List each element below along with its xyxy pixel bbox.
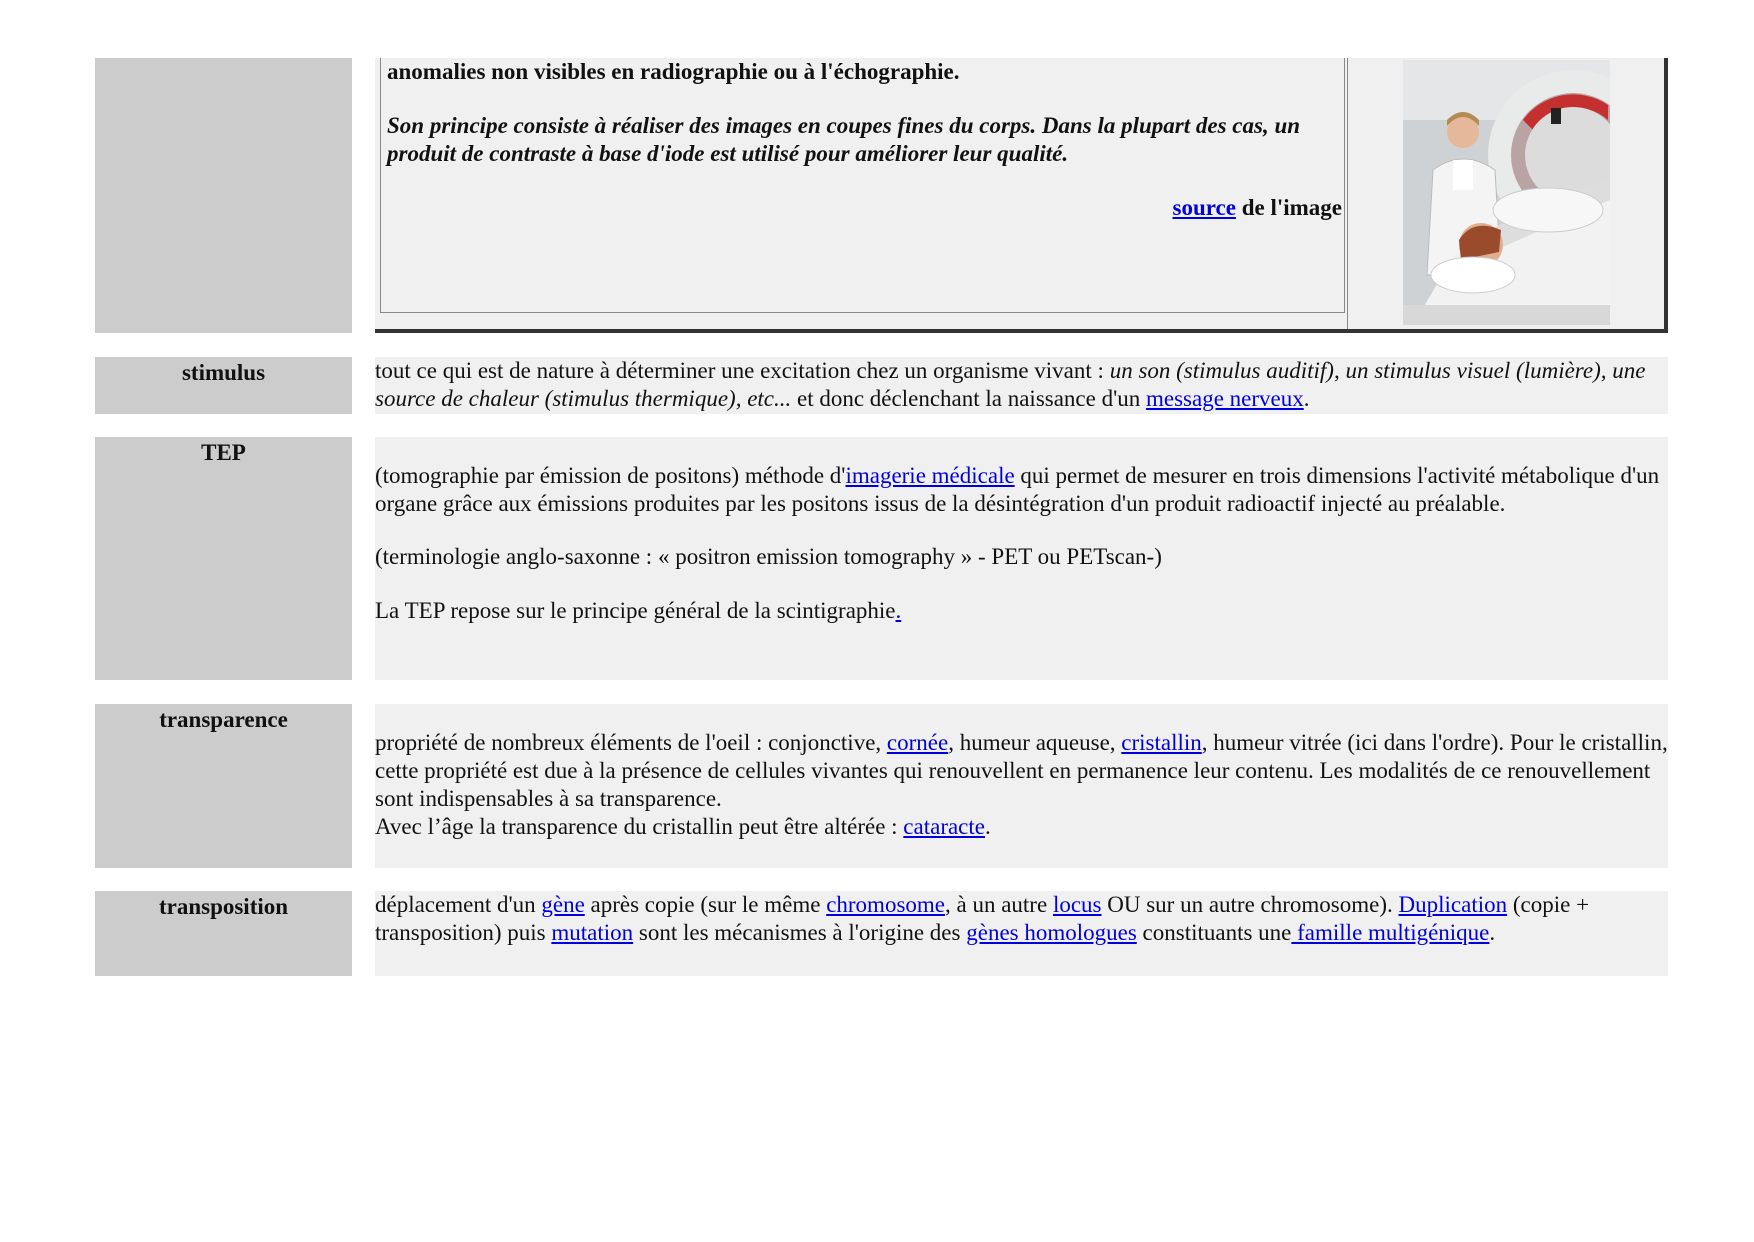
transposition-text-part: constituants une [1136,920,1292,945]
definition-transparence [375,704,1668,868]
scanner-illustration [1403,60,1610,325]
stimulus-text-part: tout ce qui est de nature à déterminer une excitation chez un organisme vivant : [375,358,1110,383]
tep-text-part: qui permet de mesurer en trois dimensions l'activité métabolique d'un organe grâce aux émissions produites par les positons issus de la désintégration d'un produit radioactif injecté au préalable. [375,463,1660,516]
famille-multigenique-link[interactable]: famille multigénique [1291,920,1490,945]
transposition-text-end: . [1489,920,1496,945]
embedded-table [375,58,1668,333]
cornee-link[interactable]: cornée [886,730,949,755]
term-stimulus: stimulus [95,357,352,414]
embedded-text-cell [380,58,1345,313]
term-transparence: transparence [95,704,352,868]
tep-text-part: (tomographie par émission de positons) méthode d' [375,463,846,488]
message-nerveux-link[interactable]: message nerveux [1146,386,1304,411]
transposition-text [375,891,1668,947]
transposition-text-part: après copie (sur le même [584,892,827,917]
gene-link[interactable]: gène [541,892,585,917]
imagerie-medicale-link[interactable]: imagerie médicale [845,463,1015,488]
transparence-paragraph-2 [375,813,1668,841]
definition-stimulus [375,357,1668,414]
stimulus-text-part: et donc déclenchant la naissance d'un [791,386,1146,411]
continued-line: anomalies non visibles en radiographie ou à l'échographie. [387,59,960,84]
tep-paragraph-2: (terminologie anglo-saxonne : « positron emission tomography » - PET ou PETscan-) [375,544,1162,569]
transparence-text-part: propriété de nombreux éléments de l'oeil : conjonctive, [375,730,887,755]
source-link[interactable]: source [1172,195,1236,220]
stimulus-text-end: . [1303,386,1310,411]
transparence-text-part: , humeur aqueuse, [948,730,1122,755]
scanner-photo [1403,60,1610,325]
transposition-text-part: sont les mécanismes à l'origine des [633,920,967,945]
mutation-link[interactable]: mutation [551,920,634,945]
transparence-text-end: . [985,814,991,839]
chromosome-link[interactable]: chromosome [826,892,945,917]
transposition-text-part: OU sur un autre chromosome). [1101,892,1399,917]
source-suffix: de l'image [1235,195,1342,220]
image-source-line [387,194,1342,222]
transposition-text-part: déplacement d'un [375,892,542,917]
transposition-text-part: , à un autre [945,892,1053,917]
definition-transposition [375,891,1668,976]
term-transposition: transposition [95,891,352,976]
definition-cell-continued [375,58,1668,333]
transparence-text-part: Avec l’âge la transparence du cristallin peut être altérée : [375,814,904,839]
transparence-paragraph-1 [375,729,1668,813]
image-cell [1347,58,1664,329]
term-tep: TEP [95,437,352,680]
transposition-text-part: (copie + transposition) puis [375,892,1590,945]
cristallin-link[interactable]: cristallin [1121,730,1202,755]
genes-homologues-link[interactable]: gènes homologues [966,920,1137,945]
cataracte-link[interactable]: cataracte [903,814,985,839]
tep-paragraph-1 [375,462,1668,518]
tep-paragraph-3 [375,597,1668,625]
definition-tep [375,437,1668,680]
stimulus-examples: un son (stimulus auditif), un stimulus visuel (lumière), une source de chaleur (stimulus thermique), etc... [375,358,1646,411]
principle-text: Son principe consiste à réaliser des images en coupes fines du corps. Dans la plupart des cas, un produit de contraste à base d'iode est utilisé pour améliorer leur qualité. [387,113,1301,166]
locus-link[interactable]: locus [1052,892,1102,917]
transparence-text-part: , humeur vitrée (ici dans l'ordre). Pour le cristallin, cette propriété est due à la présence de cellules vivantes qui renouvellent en permanence leur contenu. Les modalités de ce renouvellement sont indispensables à sa transparence. [375,730,1668,811]
scintigraphie-link[interactable]: . [895,598,902,623]
duplication-link[interactable]: Duplication [1398,892,1508,917]
term-cell-empty [95,58,352,333]
stimulus-text [375,357,1668,413]
tep-text-part: La TEP repose sur le principe général de la scintigraphie [375,598,896,623]
